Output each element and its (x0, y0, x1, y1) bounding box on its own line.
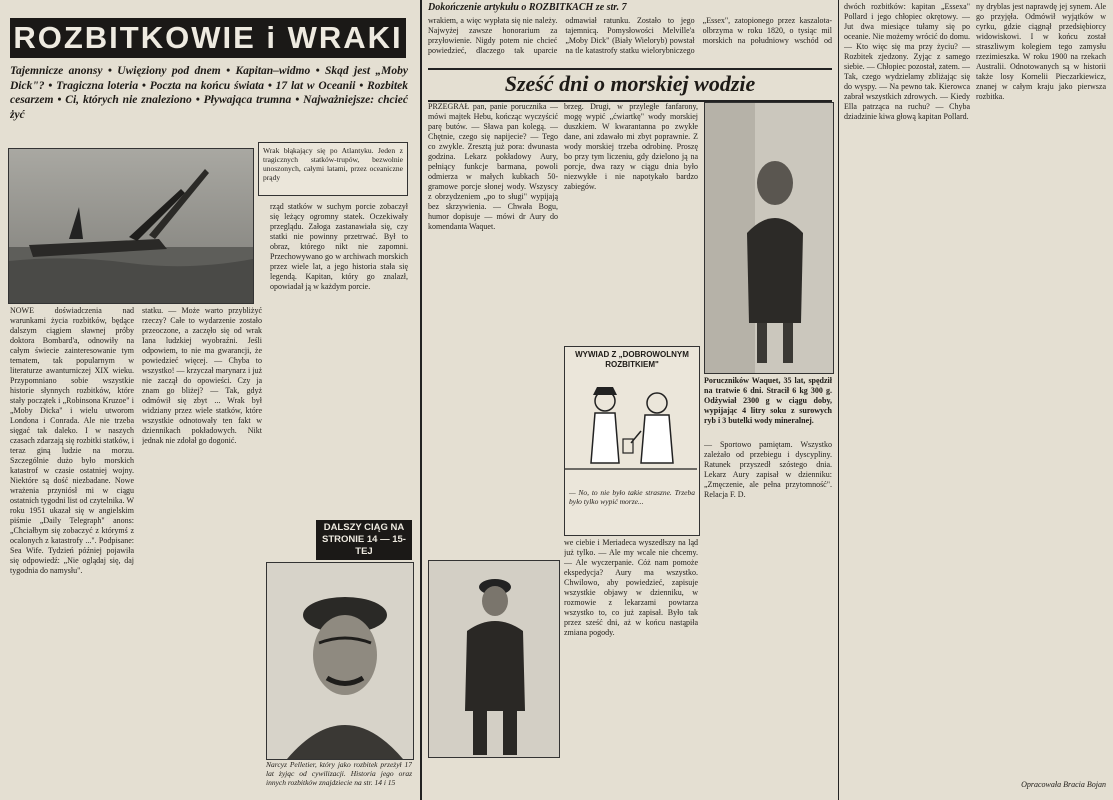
right-column-1 (844, 2, 970, 794)
article-text-d: we ciebie i Meriadeca wyszedłszy na ląd już tylko. — Ale my wcale nie chcemy. — Ale wyczerpanie. Cóż nam pomoże ekspedycja? Aury ma wszystko. Chwilowo, aby powiedzieć, zapisuje wszystkie objawy w dzienniku, w rozmowie z lekarzami powtarza wszystko to, co już zapisał. Było tak przez sześć dni, aż w końcu nastąpiła zmiana pogody. (564, 538, 698, 637)
right-divider (838, 0, 839, 800)
article-column-1 (10, 306, 134, 794)
cartoon-drawing (565, 373, 697, 483)
right-column-1-text: dwóch rozbitków: kapitan „Essexa" Pollard i jego chłopiec okrętowy. — Jut dwa miesiące tułamy się po oceanie. Nie możemy wrócić do domu. — Kto więc się ma przy życiu? — Rozbitek zjedzony. Zyjąc z samego siebie. — Chłopiec pozostał, zatem. — Tak, czego wydzielamy zbliżając się do wyspy. — Na pewno tak. Kierowca zabrał wszystkich zdrowych. — Kiedy Ella patrząca na ruchu? — Chyba dziadzinie kiwa głową kapitan Pollard. (844, 2, 970, 121)
continuation-text (428, 16, 832, 64)
right-column-2 (976, 2, 1106, 778)
byline: Opracowała Bracia Bojan (1021, 780, 1106, 789)
article-text-e: — Sportowo pamiętam. Wszystko zależało od przebiegu i dyscypliny. Ratunek przyszedł szóstego dnia. Lekarz Aury zapisał w dzienniku: „Zmęczenie, ale pełna przytomność". Relacja F. D. (704, 440, 832, 499)
sailor-caption (266, 760, 412, 800)
article-title: Sześć dni o morskiej wodzie (428, 68, 832, 102)
cartoon-caption: — No, to nie było takie straszne. Trzeba było tylko wypić morze... (569, 488, 695, 506)
crew-photo (704, 102, 834, 374)
masthead-teasers: Tajemnicze anonsy • Uwięziony pod dnem • Kapitan–widmo • Skąd jest „Moby Dick"? • Tragiczna loteria • Poczta na końcu świata • 17 lat w Oceanii • Rozbitek cesarzem • Ci, których nie znaleziono • Pływająca trumna • Najważniejsze: chcieć żyć (10, 65, 408, 121)
continued-notice: DALSZY CIĄG NA STRONIE 14 — 15-TEJ (316, 520, 412, 560)
sailor-photo (266, 562, 414, 760)
article-column-d (564, 538, 698, 794)
right-column-2-text: ny dryblas jest naprawdę jej synem. Ale go przyjęła. Odmówił wyjątków w cyrku, gdzie ciągnął przedsiębiorcy widowiskowi. I w końcu został straszliwym kolegiem tego zamysłu rzezimieszka. W roku 1900 na rzekach Australii. Odnotowanych są w historii także losy Kornelii Pieczarkiewicz, znanej w całym kraju jako pierwsza rozbitka. (976, 2, 1106, 101)
article-text-a: PRZEGRAŁ pan, panie porucznika — mówi majtek Hebu, kończąc wyczyścić parę butów. — Sława pan kolegą. — Chętnie, czego się napijecie? — Tego co zwykle. Zresztą już pora: dwunasta godzina. Lekarz pokładowy Aury, pełniący funkcje barmana, powoli odmierza w małych kubkach 50-gramowe porcje słonej wody. Wszyscy z obrzydzeniem „po to sługi" wypijają bez skrzywienia. — Chwała Bogu, humor dopisuje — mówi dr Aury do komendanta Waquet. (428, 102, 558, 231)
masthead-title: ROZBITKOWIE i WRAKI (10, 18, 406, 58)
stats-text: Poruczników Waquet, 35 lat, spędził na tratwie 6 dni. Stracił 6 kg 300 g. Odżywiał 2300 g w ciągu doby, wypijając 4 litry soku z surowych ryb i 3 butelki wody mineralnej. (704, 376, 832, 425)
column-1-text: NOWE doświadczenia nad warunkami życia rozbitków, będące dalszym ciągiem sławnej próby doktora Bombard'a, odnowiły na całym świecie zainteresowanie tym tematem, tak popularnym w literaturze awanturniczej XIX wieku. Przypomniano sobie wszystkie historie słynnych rozbitków, które stały początek i „Robinsona Kruzoe" i „Moby Dicka" i wielu utworom Londona i Conrada. Ale nie trzeba sięgać tak daleko. I w naszych czasach zdarzają się rozbitki statków, i teraz giną ludzie na morzu. Szczególnie dużo było morskich katastrof w czasie ostatniej wojny. Niektóre są dość niezbadane. Nowe wrażenia przyniósł mi w ciągu ostatnich tygodni list od czytelnika. W roku 1951 ukazał się w angielskim piśmie „Daily Telegraph" anons: „Chciałbym się zobaczyć z którymś z ocalonych z katastrofy ...". Podpisane: Sea Wife. Tydzień później pojawiła się odpowiedź: „Nie oglądaj się, daj tygodnia do namysłu". (10, 306, 134, 575)
stats-box (704, 376, 832, 434)
shipwreck-photo (8, 148, 254, 304)
article-text-b: brzeg. Drugi, w przyległe fanfarony, mogę wypić „ćwiartkę" wody morskiej duszkiem. W kwarantanna po zwykłe dane, ani zdawało mi zbyt poprawnie. Z wody morskiej trzeba odrobinę. Proszę bo przy tym liczeniu, gdy dzielono ją na porcje, dwa razy w ciągu dnia było niezwykłe i nie napotykało bardzo zabiegów. (564, 102, 698, 191)
continuation-label: Dokończenie artykułu o ROZBITKACH ze str. 7 (428, 2, 627, 13)
lead-box (258, 142, 408, 196)
continuation-paragraph: wrakiem, a więc wypłata się nie należy. Najwyżej zawsze honorarium za przyłowienie. Nigdy potem nie chcieć powiedzieć, dlaczego tak uparcie odmawiał ratunku. Zostało to jego tajemnicą. Pomysłowości Melville'a „Moby Dick" (Biały Wieloryb) powstał na tle katastrofy statku wielorybniczego „Essex", zatopionego przez kaszalota-olbrzyma w roku 1820, o tysiąc mil morskich na południowy wschód od (428, 16, 832, 55)
cartoon-box (564, 346, 700, 536)
page-divider (420, 0, 422, 800)
cartoon-title: WYWIAD Z „DOBROWOLNYM ROZBITKIEM" (575, 350, 689, 369)
officer-photo (428, 560, 560, 758)
sailor-caption-text: Narcyz Pelletier, który jako rozbitek przeżył 17 lat żyjąc od cywilizacji. Historia jego oraz innych rozbitków znajdziecie na str. 14 i 15 (266, 760, 412, 787)
article-column-b (564, 102, 698, 342)
column-2-text: statku. — Może warto przybliżyć rzeczy? Całe to wydarzenie zostało przeoczone, a zaczęło się od wrak Iana ludzkiej wyobraźni. Jeśli odpowiem, to nie ma gwarancji, że powiedzieć więcej. — Chyba to wszystko! — krzyczał marynarz i już nie zaczął do opowieści. Czy ja znam go bliżej? — Tak, gdyż odmówił się zbyt ... Wrak był widziany przez wiele statków, które wszystkie odnotowały ten fakt w dziennikach pokładowych. Nikt jednak nie zdołał go dogonić. (142, 306, 262, 445)
article-column-3 (270, 202, 408, 514)
lead-box-text: Wrak błąkający się po Atlantyku. Jeden z tragicznych statków-trupów, bezwolnie unoszonych, całymi latami, przez oceaniczne prądy (263, 146, 403, 182)
article-column-e (704, 440, 832, 794)
article-column-2 (142, 306, 262, 794)
column-3-text: rząd statków w suchym porcie zobaczył się leżący ogromny statek. Oczekiwały przeglądu. Załoga zastanawiała się, czy statki nie powinny przetrwać. Był to obraz, którego nikt nie zapomni. Przechowywano go w archiwach morskich przez wiele lat, a jego historia stała się legendą. Kapitan, który go znalazł, opowiadał ją w każdym porcie. (270, 202, 408, 291)
